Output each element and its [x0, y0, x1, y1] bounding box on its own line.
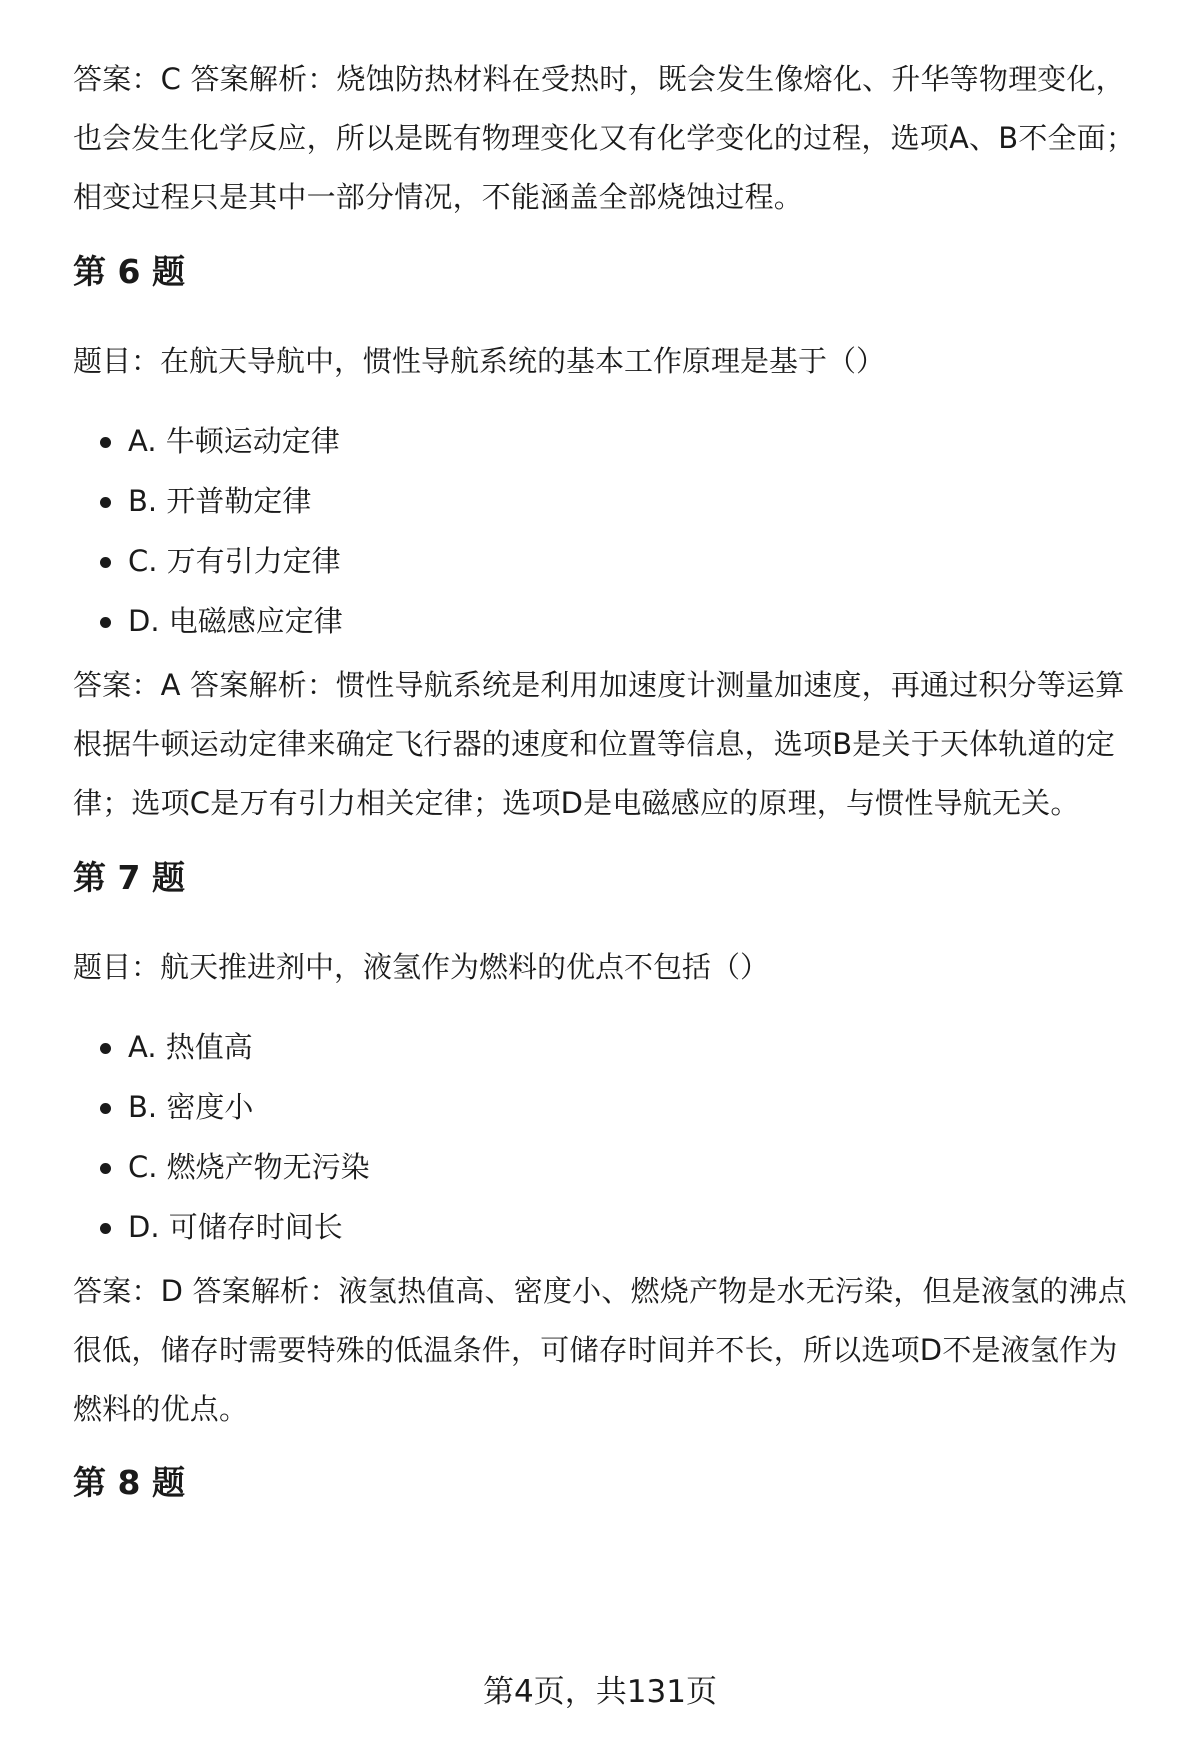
- answer-line: 答案：C 答案解析：烧蚀防热材料在受热时，既会发生像熔化、升华等物理变化，: [73, 62, 1125, 96]
- answer-line: 答案：D 答案解析：液氢热值高、密度小、燃烧产物是水无污染，但是液氢的沸点: [73, 1274, 1127, 1308]
- question-heading: 第 6 题: [73, 252, 185, 291]
- option-item: D. 电磁感应定律: [73, 601, 1073, 661]
- option-item: D. 可储存时间长: [73, 1207, 1073, 1267]
- answer-line: 相变过程只是其中一部分情况，不能涵盖全部烧蚀过程。: [73, 180, 804, 214]
- question-heading: 第 7 题: [73, 858, 185, 897]
- question-text: 题目：在航天导航中，惯性导航系统的基本工作原理是基于（）: [73, 344, 886, 378]
- answer-line: 根据牛顿运动定律来确定飞行器的速度和位置等信息，选项B是关于天体轨道的定: [73, 727, 1116, 761]
- answer-line: 律；选项C是万有引力相关定律；选项D是电磁感应的原理，与惯性导航无关。: [73, 786, 1080, 820]
- options-list: [73, 421, 1073, 661]
- answer-explanation: [73, 1262, 1153, 1439]
- option-item: B. 密度小: [73, 1087, 1073, 1147]
- page-number: 第4页，共131页: [483, 1674, 717, 1710]
- option-item: B. 开普勒定律: [73, 481, 1073, 541]
- option-item: A. 牛顿运动定律: [73, 421, 1073, 481]
- answer-line: 也会发生化学反应，所以是既有物理变化又有化学变化的过程，选项A、B不全面；: [73, 121, 1136, 155]
- option-item: C. 燃烧产物无污染: [73, 1147, 1073, 1207]
- answer-explanation: [73, 656, 1153, 833]
- options-list: [73, 1027, 1073, 1267]
- answer-line: 很低，储存时需要特殊的低温条件，可储存时间并不长，所以选项D不是液氢作为: [73, 1333, 1118, 1367]
- option-item: A. 热值高: [73, 1027, 1073, 1087]
- question-text: 题目：航天推进剂中，液氢作为燃料的优点不包括（）: [73, 950, 770, 984]
- answer-line: 燃料的优点。: [73, 1392, 249, 1426]
- question-heading: 第 8 题: [73, 1463, 185, 1502]
- answer-line: 答案：A 答案解析：惯性导航系统是利用加速度计测量加速度，再通过积分等运算: [73, 668, 1125, 702]
- answer-explanation: [73, 50, 1153, 227]
- option-item: C. 万有引力定律: [73, 541, 1073, 601]
